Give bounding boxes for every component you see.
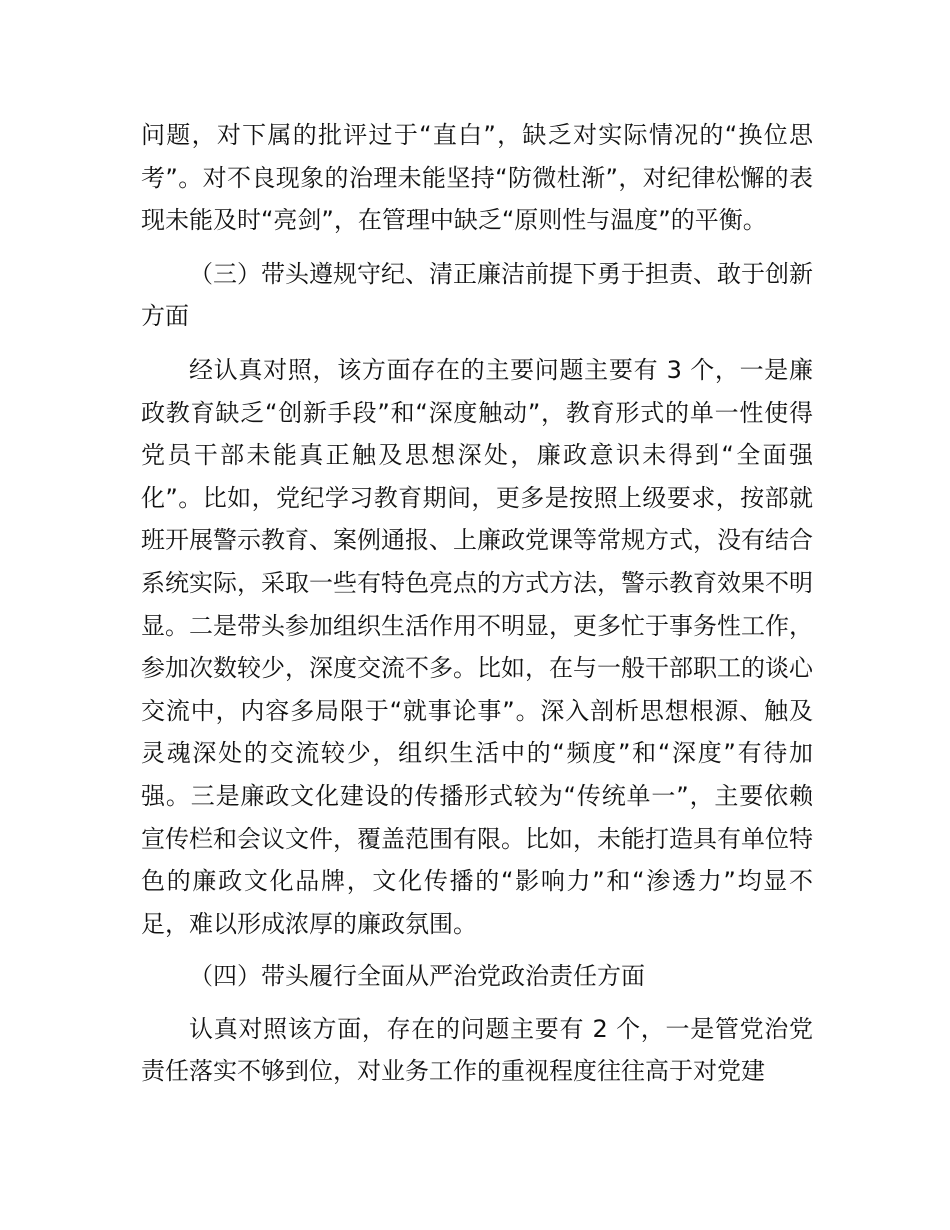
paragraph-section-4-body: 认真对照该方面，存在的问题主要有 2 个，一是管党治党责任落实不够到位，对业务工作的重视程度往往高于对党建 bbox=[141, 1014, 813, 1086]
section-heading-3: （三）带头遵规守纪、清正廉洁前提下勇于担责、敢于创新方面 bbox=[141, 259, 813, 331]
section-heading-4: （四）带头履行全面从严治党政治责任方面 bbox=[189, 962, 645, 991]
paragraph-section-3-body: 经认真对照，该方面存在的主要问题主要有 3 个，一是廉政教育缺乏“创新手段”和“深度触动”，教育形式的单一性使得党员干部未能真正触及思想深处，廉政意识未得到“全面强化”。比如，党纪学习教育期间，更多是按照上级要求，按部就班开展警示教育、案例通报、上廉政党课等常规方式，没有结合系统实际，采取一些有特色亮点的方式方法，警示教育效果不明显。二是带头参加组织生活作用不明显，更多忙于事务性工作，参加次数较少，深度交流不多。比如，在与一般干部职工的谈心交流中，内容多局限于“就事论事”。深入剖析思想根源、触及灵魂深处的交流较少，组织生活中的“频度”和“深度”有待加强。三是廉政文化建设的传播形式较为“传统单一”，主要依赖宣传栏和会议文件，覆盖范围有限。比如，未能打造具有单位特色的廉政文化品牌，文化传播的“影响力”和“渗透力”均显不足，难以形成浓厚的廉政氛围。 bbox=[141, 355, 813, 938]
document-body bbox=[141, 114, 813, 1093]
paragraph-continuation: 问题，对下属的批评过于“直白”，缺乏对实际情况的“换位思考”。对不良现象的治理未能坚持“防微杜渐”，对纪律松懈的表现未能及时“亮剑”，在管理中缺乏“原则性与温度”的平衡。 bbox=[141, 121, 813, 235]
